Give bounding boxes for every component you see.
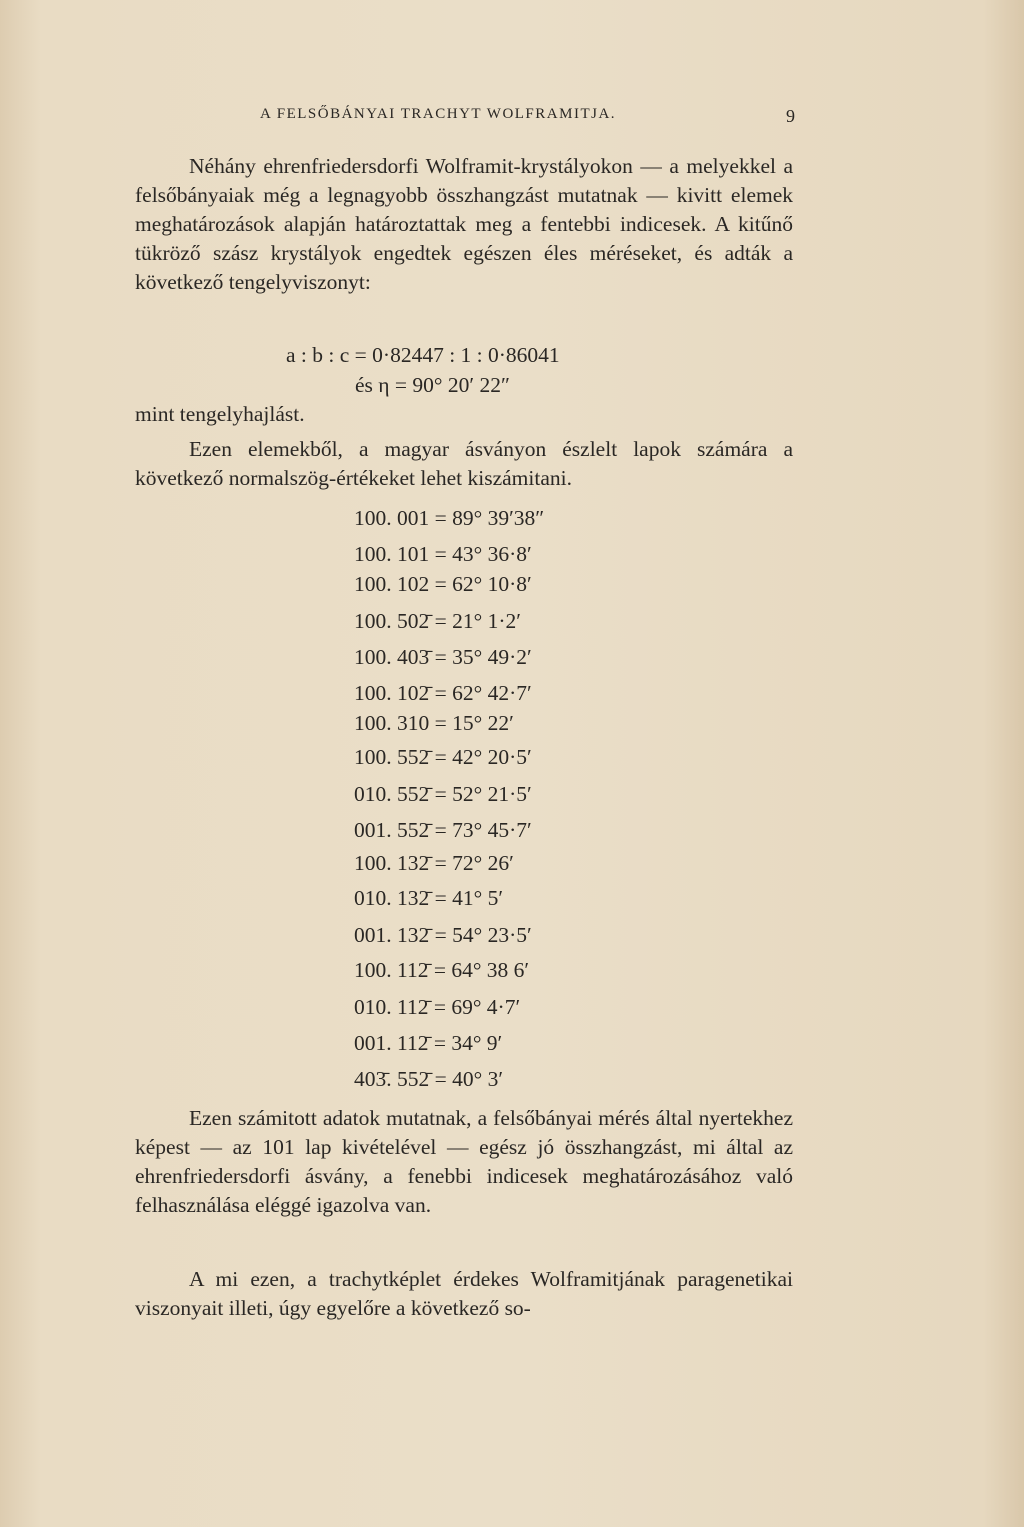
paragraph-paragenesis (135, 1265, 793, 1323)
measurement-row: 100. 102 = 62° 10·8′ (354, 572, 532, 596)
measurement-row: 100. 102̄ = 62° 42·7′ (354, 681, 532, 705)
measurement-row: 001. 132̄ = 54° 23·5′ (354, 923, 532, 947)
page-number: 9 (786, 106, 795, 126)
paragraph-intro (135, 152, 793, 297)
measurement-row: 100. 310 = 15° 22′ (354, 711, 514, 735)
measurement-row: 100. 552̄ = 42° 20·5′ (354, 745, 532, 769)
paragraph-computation (135, 435, 793, 493)
measurement-row: 010. 132̄ = 41° 5′ (354, 886, 504, 910)
axial-angle-caption: mint tengelyhajlást. (135, 402, 305, 426)
measurement-row: 100. 001 = 89° 39′38″ (354, 506, 545, 530)
measurement-row: 100. 403̄ = 35° 49·2′ (354, 645, 532, 669)
paragraph-text: Néhány ehrenfriedersdorfi Wolframit-krystályokon — a melyekkel a felsőbányaiak még a legnagyobb összhangzást mutatnak — kivitt elemek meghatározások alapján határoztattak meg a fentebbi indicesek. A kitűnő tükröző szász krystályok engedtek egészen éles méréseket, és adták a következő tengelyviszonyt: (135, 154, 793, 294)
measurement-row: 001. 552̄ = 73° 45·7′ (354, 818, 532, 842)
measurement-row: 010. 552̄ = 52° 21·5′ (354, 782, 532, 806)
axial-angle-formula: és η = 90° 20′ 22″ (355, 373, 510, 397)
header-title: A FELSŐBÁNYAI TRACHYT WOLFRAMITJA. (260, 106, 617, 122)
paragraph-text: Ezen számitott adatok mutatnak, a felsőbányai mérés által nyertekhez képest — az 101 lap kivételével — egész jó összhangzást, mi által az ehrenfriedersdorfi ásvány, a fenebbi indicesek meghatározásához való felhasználása eléggé igazolva van. (135, 1106, 793, 1217)
measurement-row: 001. 112̄ = 34° 9′ (354, 1031, 503, 1055)
axial-ratio-formula: a : b : c = 0·82447 : 1 : 0·86041 (286, 343, 560, 367)
paragraph-text: Ezen elemekből, a magyar ásványon észlelt lapok számára a következő normalszög-értékeket lehet kiszámitani. (135, 437, 793, 490)
measurement-row: 100. 132̄ = 72° 26′ (354, 851, 514, 875)
paragraph-conclusion (135, 1104, 793, 1220)
measurement-row: 403̄. 552̄ = 40° 3′ (354, 1067, 504, 1091)
measurement-row: 100. 101 = 43° 36·8′ (354, 542, 532, 566)
measurement-row: 100. 502̄ = 21° 1·2′ (354, 609, 521, 633)
measurement-row: 100. 112̄ = 64° 38 6′ (354, 958, 530, 982)
measurement-row: 010. 112̄ = 69° 4·7′ (354, 995, 521, 1019)
paragraph-text: A mi ezen, a trachytképlet érdekes Wolframitjának paragenetikai viszonyait illeti, úgy egyelőre a következő so- (135, 1267, 793, 1320)
